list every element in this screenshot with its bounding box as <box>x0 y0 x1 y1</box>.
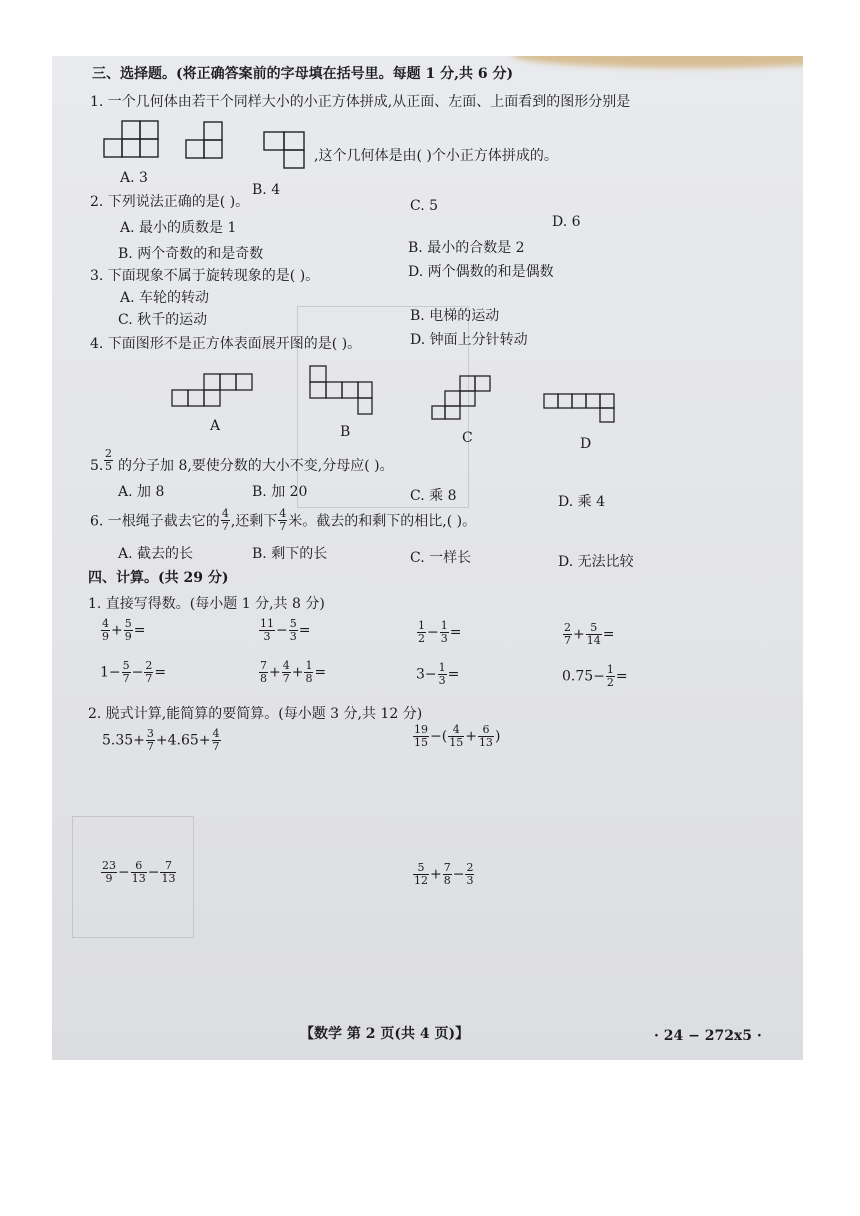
q2-stem: 2. 下列说法正确的是( )。 <box>90 194 250 210</box>
q3-stem: 3. 下面现象不属于旋转现象的是( )。 <box>90 268 320 284</box>
q3-option-a: A. 车轮的转动 <box>120 290 210 306</box>
q4-label-a: A <box>210 418 221 434</box>
q6-option-c: C. 一样长 <box>410 550 472 566</box>
q1-option-d: D. 6 <box>552 214 581 230</box>
q5-option-c: C. 乘 8 <box>410 488 457 504</box>
q2-option-b: B. 两个奇数的和是奇数 <box>118 246 264 262</box>
footer-code: · 24 − 272x5 · <box>654 1028 762 1044</box>
scanned-exam-page <box>52 56 803 1060</box>
q3-option-d: D. 钟面上分针转动 <box>410 332 528 348</box>
q1-option-b: B. 4 <box>252 182 281 198</box>
q2-option-d: D. 两个偶数的和是偶数 <box>408 264 554 280</box>
q5-option-a: A. 加 8 <box>118 484 165 500</box>
q1-top-view-figure <box>264 130 314 172</box>
q2-option-a: A. 最小的质数是 1 <box>120 220 237 236</box>
q6-option-d: D. 无法比较 <box>558 554 634 570</box>
oral-calc-1: $\frac{4}{9}$ + $\frac{5}{9}$ = <box>102 617 146 643</box>
section4-part2-heading: 2. 脱式计算,能简算的要简算。(每小题 3 分,共 12 分) <box>88 706 423 722</box>
section4-part1-heading: 1. 直接写得数。(每小题 1 分,共 8 分) <box>88 596 325 612</box>
page-curl-shadow <box>512 56 803 68</box>
q1-left-view-figure <box>186 120 226 162</box>
q4-label-b: B <box>340 424 351 440</box>
footer-page-label: 【数学 第 2 页(共 4 页)】 <box>300 1026 470 1042</box>
oral-calc-5: 1− $\frac{5}{7}$ − $\frac{2}{7}$ = <box>100 659 167 685</box>
q4-net-a <box>172 372 254 408</box>
q4-label-d: D <box>580 436 592 452</box>
q5-stem: 的分子加 8,要使分数的大小不变,分母应( )。 <box>118 458 394 474</box>
q6-option-b: B. 剩下的长 <box>252 546 328 562</box>
step-calc-1: 5.35+ $\frac{3}{7}$ +4.65+ $\frac{4}{7}$ <box>102 727 220 753</box>
step-calc-2: $\frac{19}{15}$ −( $\frac{4}{15}$ + $\frac{6}{13}$ ) <box>414 723 501 749</box>
q3-option-c: C. 秋千的运动 <box>118 312 208 328</box>
oral-calc-2: $\frac{11}{3}$ − $\frac{5}{3}$ = <box>260 617 311 643</box>
q4-stem: 4. 下面图形不是正方体表面展开图的是( )。 <box>90 336 362 352</box>
q6-stem-line: 6. 一根绳子截去它的 $\frac{4}{7}$ ,还剩下 $\frac{4}{7}$ 米。截去的和剩下的相比,( )。 <box>90 507 477 533</box>
q2-option-c: B. 最小的合数是 2 <box>408 240 525 256</box>
step-calc-4: $\frac{5}{12}$ + $\frac{7}{8}$ − $\frac{2}{3}$ <box>414 861 474 887</box>
q4-net-d <box>542 392 618 426</box>
q1-front-view-figure <box>104 118 160 160</box>
q4-label-c: C <box>462 430 473 446</box>
q6-option-a: A. 截去的长 <box>118 546 194 562</box>
q6-fraction-cut: $\frac{4}{7}$ <box>221 507 229 533</box>
q1-stem: 1. 一个几何体由若干个同样大小的小正方体拼成,从正面、左面、上面看到的图形分别是 <box>90 94 631 110</box>
q5-number: 5. <box>90 458 104 474</box>
q1-tail: ,这个几何体是由( )个小正方体拼成的。 <box>314 148 558 164</box>
q5-option-d: D. 乘 4 <box>558 494 605 510</box>
section4-heading: 四、计算。(共 29 分) <box>88 570 229 586</box>
q6-fraction-left: $\frac{4}{7}$ <box>279 507 287 533</box>
q4-net-b <box>308 364 374 416</box>
q4-net-c <box>432 374 494 420</box>
q5-option-b: B. 加 20 <box>252 484 308 500</box>
oral-calc-6: $\frac{7}{8}$ + $\frac{4}{7}$ + $\frac{1}{8}$ = <box>260 659 327 685</box>
q3-option-b: B. 电梯的运动 <box>410 308 500 324</box>
oral-calc-4: $\frac{2}{7}$ + $\frac{5}{14}$ = <box>564 621 615 647</box>
q5-fraction: $\frac{2}{5}$ <box>105 447 112 473</box>
q1-option-a: A. 3 <box>120 170 148 186</box>
oral-calc-7: 3− $\frac{1}{3}$ = <box>416 661 460 687</box>
section3-heading: 三、选择题。(将正确答案前的字母填在括号里。每题 1 分,共 6 分) <box>92 66 514 82</box>
oral-calc-3: $\frac{1}{2}$ − $\frac{1}{3}$ = <box>418 619 462 645</box>
oral-calc-8: 0.75− $\frac{1}{2}$ = <box>562 663 628 689</box>
q1-option-c: C. 5 <box>410 198 439 214</box>
step-calc-3: $\frac{23}{9}$ − $\frac{6}{13}$ − $\frac{7}{13}$ <box>102 859 176 885</box>
